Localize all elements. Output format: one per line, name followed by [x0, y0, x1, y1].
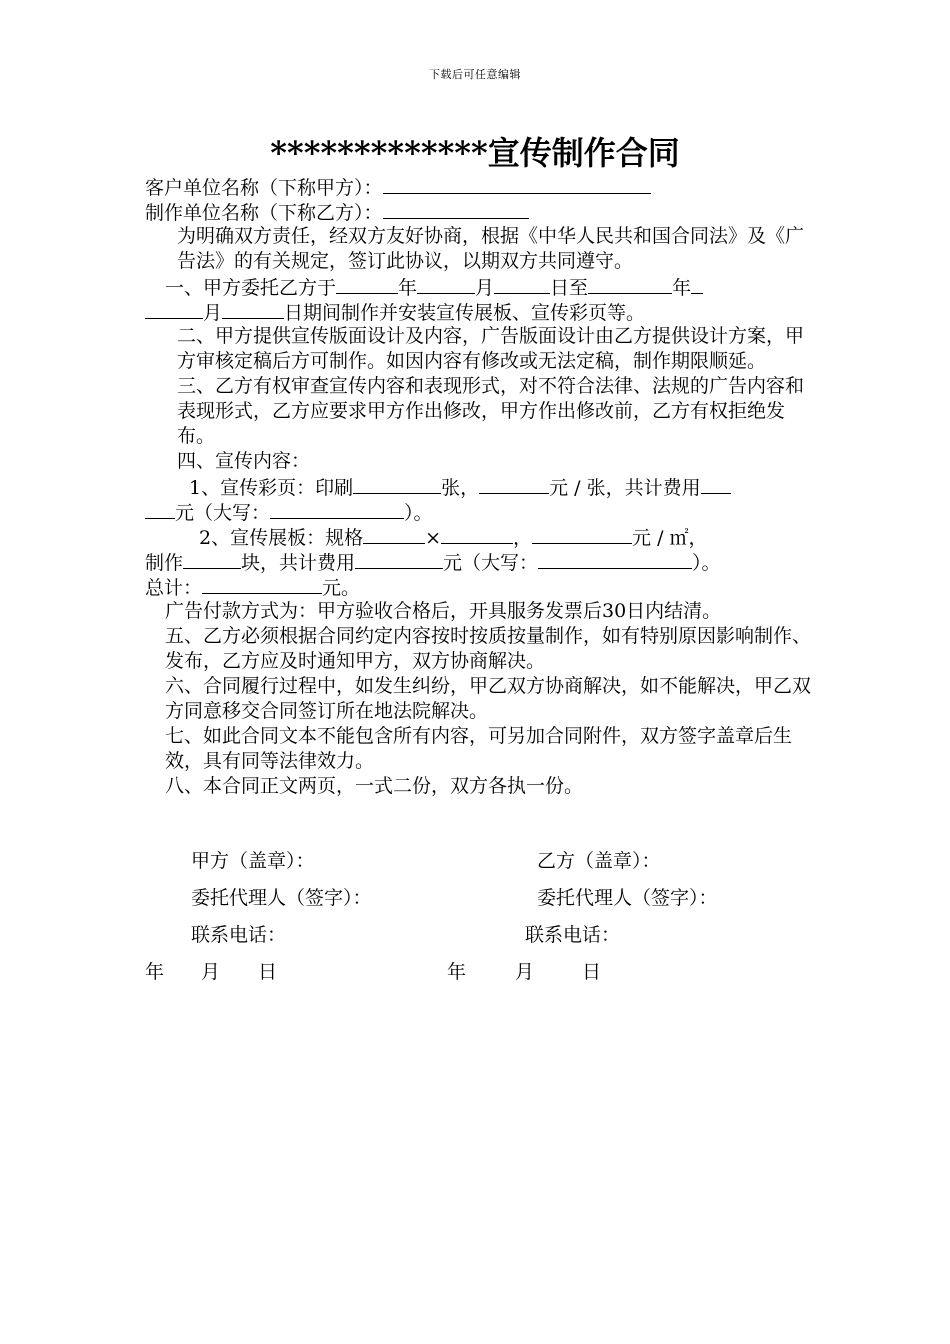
- board-total-field[interactable]: [355, 549, 443, 569]
- year-label: 年: [398, 277, 418, 299]
- total-line: [145, 574, 817, 599]
- clause-1-text: 一、甲方委托乙方于: [165, 277, 337, 299]
- end-day-field[interactable]: [222, 299, 284, 319]
- board-count-field[interactable]: [183, 549, 241, 569]
- clause-2: 二、甲方提供宣传版面设计及内容，广告版面设计由乙方提供设计方案，甲方审核定稿后方可制作。如因内容有修改或无法定稿，制作期限顺延。: [177, 325, 805, 372]
- signature-block: [145, 846, 825, 994]
- brochure-quantity-field[interactable]: [353, 474, 441, 494]
- comma: ，: [513, 527, 533, 549]
- contract-title: *************宣传制作合同: [270, 134, 680, 172]
- party-b-month: 月: [515, 961, 535, 983]
- party-b-phone-label: 联系电话：: [525, 924, 621, 946]
- client-name-field[interactable]: [383, 174, 651, 194]
- intro-paragraph: 为明确双方责任，经双方友好协商，根据《中华人民共和国合同法》及《广告法》的有关规定，签订此协议，以期双方共同遵守。: [177, 225, 805, 272]
- clause-1-tail: 日期间制作并安装宣传展板、宣传彩页等。: [284, 302, 646, 324]
- sqm-unit-label: 元 / ㎡，: [632, 527, 708, 549]
- party-a-day: 日: [258, 961, 278, 983]
- seal-row: [145, 846, 825, 883]
- party-b-agent-label: 委托代理人（签字）：: [537, 887, 718, 909]
- end-month-field-start[interactable]: [691, 274, 703, 294]
- brochure-price-field[interactable]: [479, 474, 549, 494]
- item-2-line-2: [145, 549, 817, 574]
- end-month-field[interactable]: [145, 299, 203, 319]
- board-width-field[interactable]: [363, 524, 425, 544]
- close-paren: ）。: [404, 502, 433, 524]
- contract-body: [145, 174, 817, 799]
- start-month-field[interactable]: [417, 274, 475, 294]
- party-a-seal-label: 甲方（盖章）：: [191, 850, 315, 872]
- total-label: 总计：: [145, 577, 203, 599]
- make-label: 制作: [145, 552, 184, 574]
- party-b-seal-label: 乙方（盖章）：: [537, 850, 661, 872]
- clause-7: 七、如此合同文本不能包含所有内容，可另加合同附件，双方签字盖章后生效，具有同等法律效力。: [165, 725, 793, 772]
- amount-words-label: 元（大写：: [175, 502, 271, 524]
- clause-3: 三、乙方有权审查宣传内容和表现形式，对不符合法律、法规的广告内容和表现形式，乙方应要求甲方作出修改，甲方作出修改前，乙方有权拒绝发布。: [177, 375, 805, 447]
- party-b-year: 年: [447, 961, 467, 983]
- clause-1-line-1: [145, 274, 817, 299]
- client-line: [145, 174, 817, 199]
- brochure-total-field[interactable]: [701, 474, 731, 494]
- item-1-line-1: [145, 474, 817, 499]
- item-2-line-1: [145, 524, 817, 549]
- maker-name-field[interactable]: [383, 199, 529, 219]
- clause-1-line-2: [145, 299, 817, 324]
- party-b-day: 日: [582, 961, 602, 983]
- end-year-field[interactable]: [588, 274, 672, 294]
- maker-line: [145, 199, 817, 224]
- board-height-field[interactable]: [441, 524, 513, 544]
- month-label: 月: [203, 302, 223, 324]
- grand-total-field[interactable]: [202, 574, 322, 594]
- date-row: [145, 957, 825, 994]
- party-a-agent-label: 委托代理人（签字）：: [191, 887, 372, 909]
- phone-row: [145, 920, 825, 957]
- client-label: 客户单位名称（下称甲方）：: [145, 177, 383, 199]
- close-paren: ）。: [692, 552, 721, 574]
- brochure-amount-words-field[interactable]: [270, 499, 404, 519]
- board-price-field[interactable]: [532, 524, 632, 544]
- clause-5: 五、乙方必须根据合同约定内容按时按质按量制作，如有特别原因影响制作、发布，乙方应及时通知甲方，双方协商解决。: [165, 625, 812, 672]
- month-label: 月: [475, 277, 495, 299]
- agent-row: [145, 883, 825, 920]
- clause-6: 六、合同履行过程中，如发生纠纷，甲乙双方协商解决，如不能解决，甲乙双方同意移交合同签订所在地法院解决。: [165, 675, 812, 722]
- brochure-total-field-cont[interactable]: [145, 499, 175, 519]
- brochure-label: 1、宣传彩页：印刷: [189, 477, 354, 499]
- party-a-year: 年: [145, 961, 165, 983]
- board-label: 2、宣传展板：规格: [199, 527, 364, 549]
- sheet-unit: 张，: [441, 477, 480, 499]
- day-to-label: 日至: [550, 277, 589, 299]
- start-year-field[interactable]: [336, 274, 398, 294]
- party-a-month: 月: [201, 961, 221, 983]
- clause-4-heading: 四、宣传内容：: [177, 450, 311, 472]
- year-label: 年: [672, 277, 692, 299]
- clause-8: 八、本合同正文两页，一式二份，双方各执一份。: [165, 775, 584, 797]
- maker-label: 制作单位名称（下称乙方）：: [145, 202, 383, 224]
- amount-words-label: 元（大写：: [443, 552, 539, 574]
- start-day-field[interactable]: [494, 274, 550, 294]
- price-unit-label: 元 / 张，共计费用: [549, 477, 701, 499]
- times-sign: ×: [425, 527, 442, 549]
- party-a-phone-label: 联系电话：: [191, 924, 287, 946]
- board-unit-label: 块，共计费用: [241, 552, 356, 574]
- item-1-line-2: [145, 499, 817, 524]
- board-amount-words-field[interactable]: [538, 549, 692, 569]
- page-header: 下载后可任意编辑: [429, 68, 521, 81]
- payment-terms: 广告付款方式为：甲方验收合格后，开具服务发票后30日内结清。: [165, 600, 722, 622]
- yuan-label: 元。: [322, 577, 361, 599]
